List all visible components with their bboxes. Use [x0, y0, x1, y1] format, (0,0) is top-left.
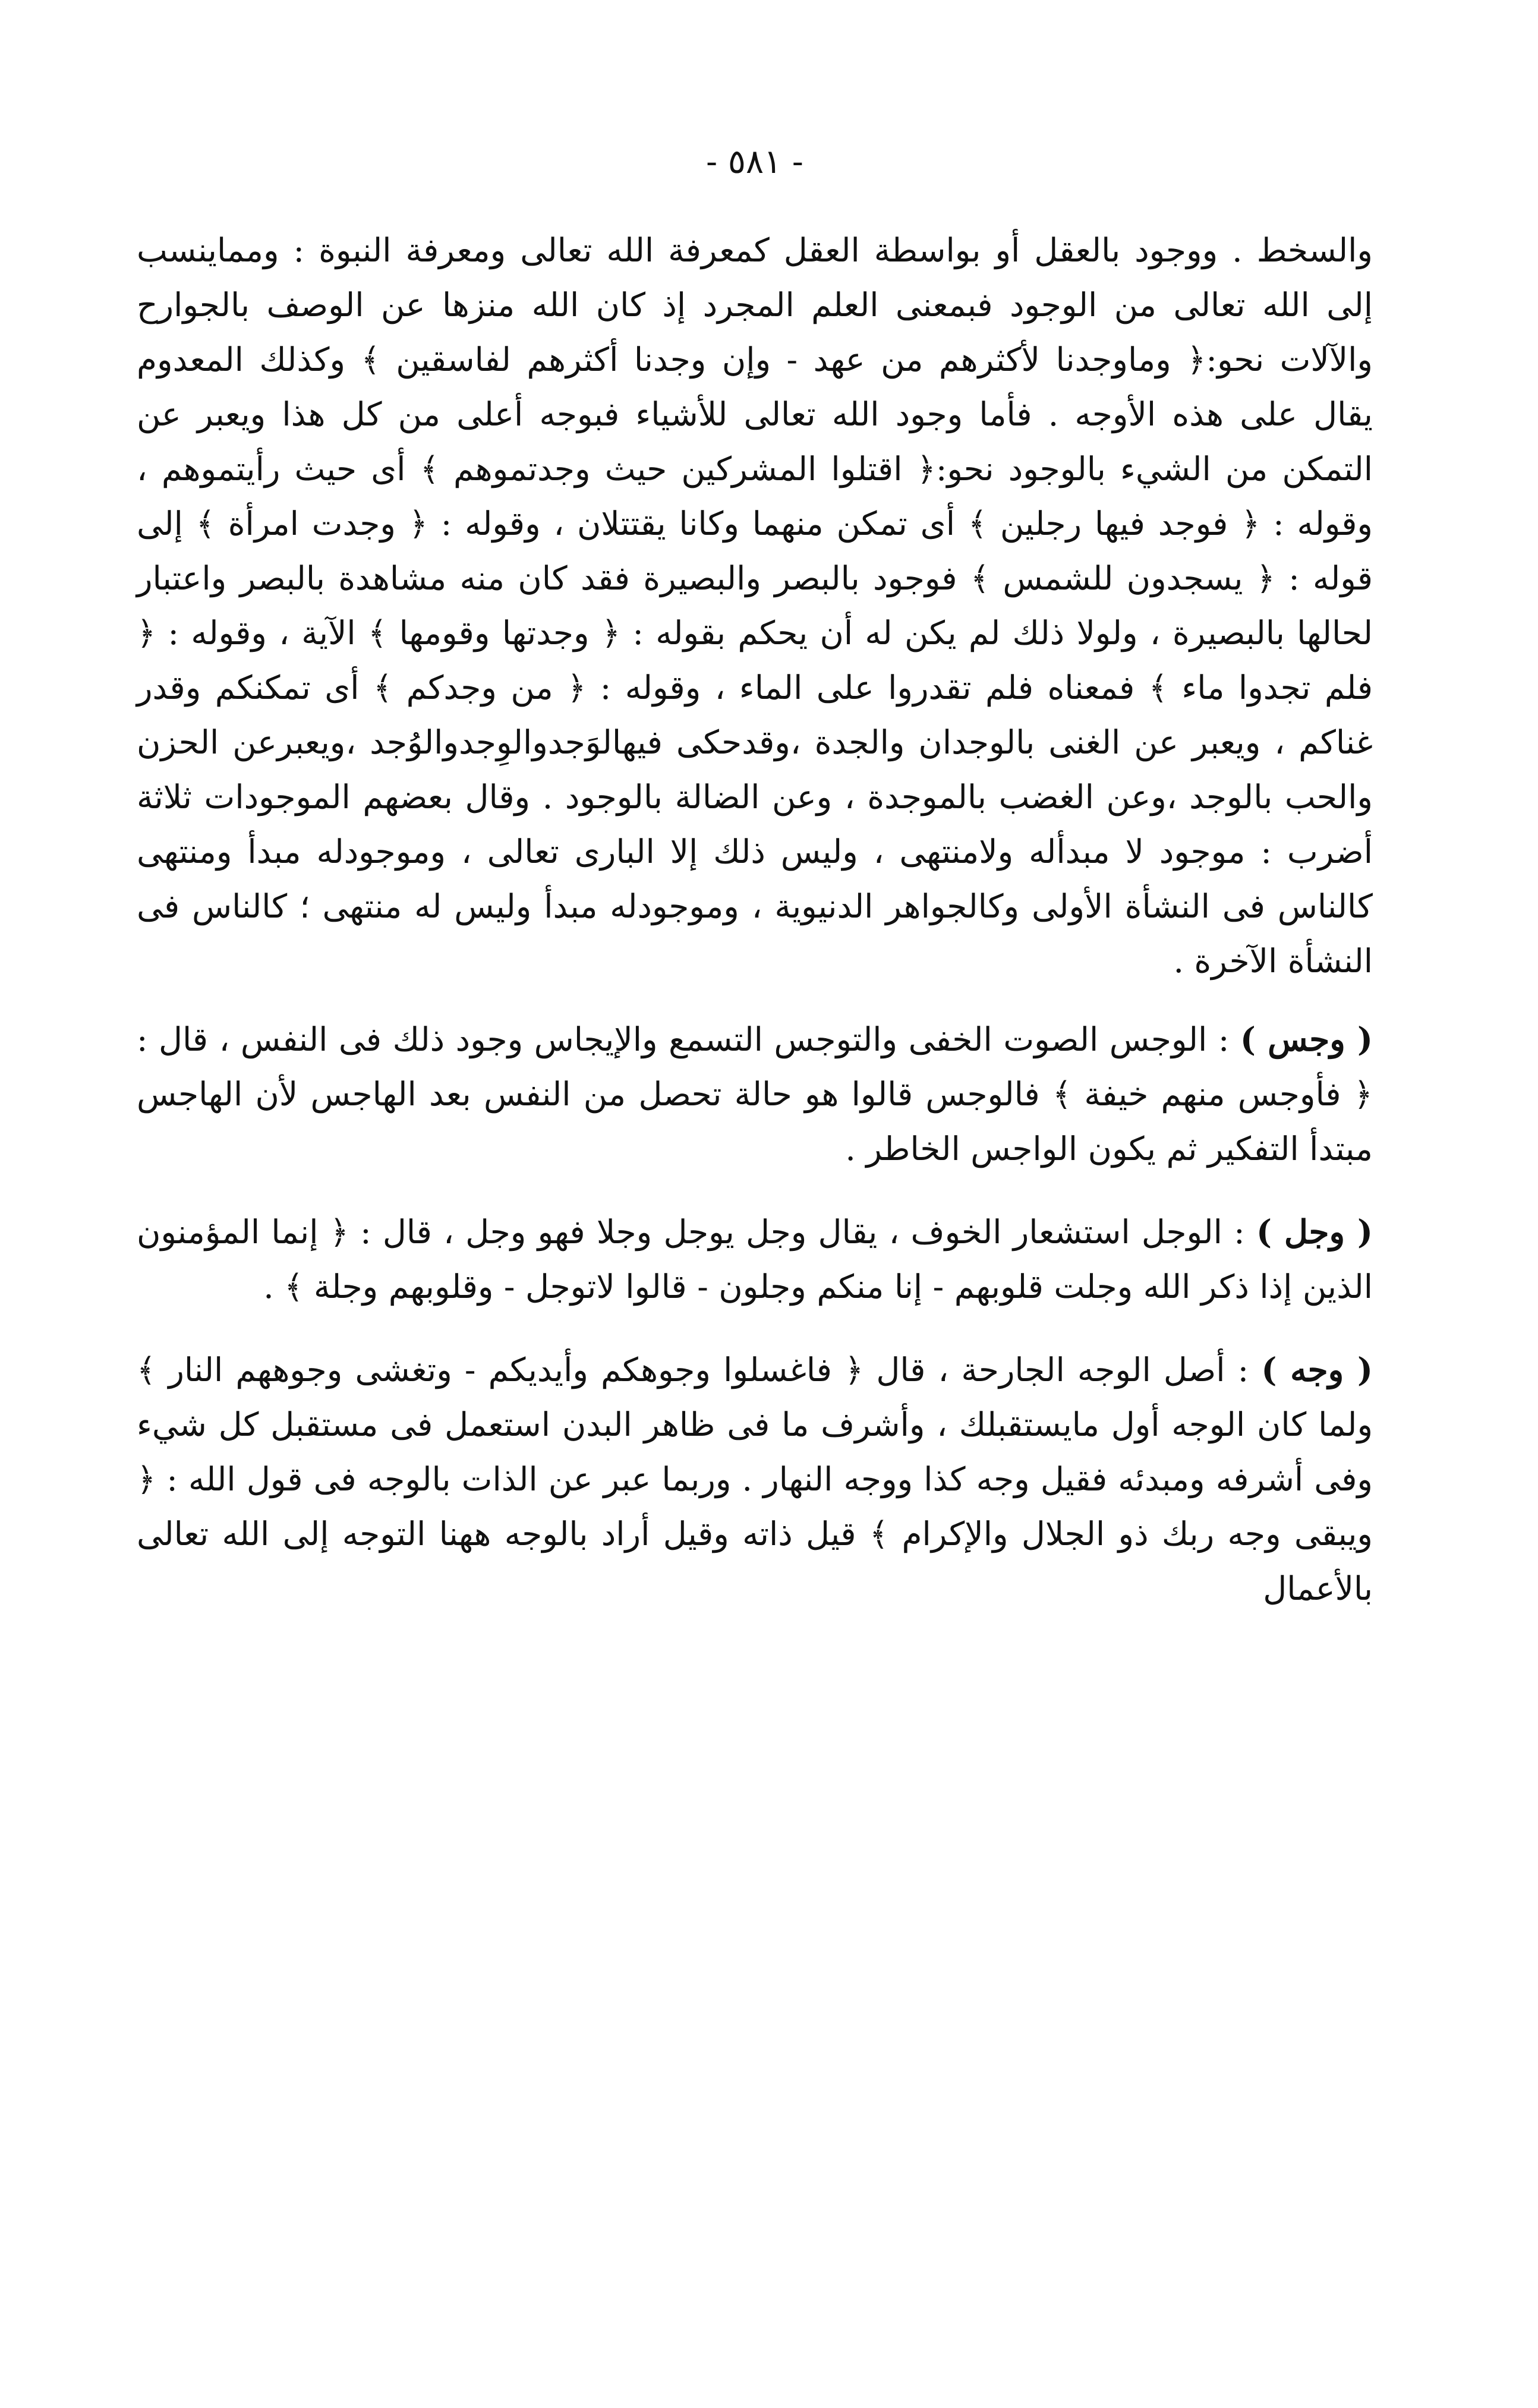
paragraph-wujud-continued [137, 223, 1373, 988]
entry-headword: ( وجس ) [1240, 1020, 1373, 1058]
entry-wajal [137, 1205, 1373, 1314]
entry-headword: ( وجه ) [1261, 1350, 1373, 1389]
entry-headword: ( وجل ) [1256, 1212, 1373, 1251]
entry-text: : الوجس الصوت الخفى والتوجس التسمع والإيجاس وجود ذلك فى النفس ، قال : ﴿ فأوجس منهم خيفة ﴾ فالوجس قالوا هو حالة تحصل من النفس بعد الهاجس لأن الهاجس مبتدأ التفكير ثم يكون الواجس الخاطر . [137, 1020, 1373, 1168]
paragraph-text: والسخط . ووجود بالعقل أو بواسطة العقل كمعرفة الله تعالى ومعرفة النبوة : ومماينسب إلى الله تعالى من الوجود فبمعنى العلم المجرد إذ كان الله منزها عن الوصف بالجوارح والآلات نحو:﴿ وماوجدنا لأكثرهم من عهد - وإن وجدنا أكثرهم لفاسقين ﴾ وكذلك المعدوم يقال على هذه الأوجه . فأما وجود الله تعالى للأشياء فبوجه أعلى من كل هذا ويعبر عن التمكن من الشيء بالوجود نحو:﴿ اقتلوا المشركين حيث وجدتموهم ﴾ أى حيث رأيتموهم ، وقوله : ﴿ فوجد فيها رجلين ﴾ أى تمكن منهما وكانا يقتتلان ، وقوله : ﴿ وجدت امرأة ﴾ إلى قوله : ﴿ يسجدون للشمس ﴾ فوجود بالبصر والبصيرة فقد كان منه مشاهدة بالبصر واعتبار لحالها بالبصيرة ، ولولا ذلك لم يكن له أن يحكم بقوله : ﴿ وجدتها وقومها ﴾ الآية ، وقوله : ﴿ فلم تجدوا ماء ﴾ فمعناه فلم تقدروا على الماء ، وقوله : ﴿ من وجدكم ﴾ أى تمكنكم وقدر غناكم ، ويعبر عن الغنى بالوجدان والجدة ،وقدحكى فيهالوَجدوالوِجدوالوُجد ،ويعبرعن الحزن والحب بالوجد ،وعن الغضب بالموجدة ، وعن الضالة بالوجود . وقال بعضهم الموجودات ثلاثة أضرب : موجود لا مبدأله ولامنتهى ، وليس ذلك إلا البارى تعالى ، وموجودله مبدأ ومنتهى كالناس فى النشأة الأولى وكالجواهر الدنيوية ، وموجودله مبدأ وليس له منتهى ؛ كالناس فى النشأة الآخرة . [137, 231, 1373, 980]
book-page [137, 119, 1373, 1644]
page-number: - ٥٨١ - [706, 143, 803, 181]
entry-wajas [137, 1012, 1373, 1176]
entry-text: : الوجل استشعار الخوف ، يقال وجل يوجل وجلا فهو وجل ، قال : ﴿ إنما المؤمنون الذين إذا ذكر الله وجلت قلوبهم - إنا منكم وجلون - قالوا لاتوجل - وقلوبهم وجلة ﴾ . [137, 1213, 1373, 1306]
entry-wajh [137, 1342, 1373, 1616]
entry-text: : أصل الوجه الجارحة ، قال ﴿ فاغسلوا وجوهكم وأيديكم - وتغشى وجوههم النار ﴾ ولما كان الوجه أول مايستقبلك ، وأشرف ما فى ظاهر البدن استعمل فى مستقبل كل شيء وفى أشرفه ومبدئه فقيل وجه كذا ووجه النهار . وربما عبر عن الذات بالوجه فى قول الله : ﴿ ويبقى وجه ربك ذو الجلال والإكرام ﴾ قيل ذاته وقيل أراد بالوجه ههنا التوجه إلى الله تعالى بالأعمال [137, 1351, 1373, 1608]
